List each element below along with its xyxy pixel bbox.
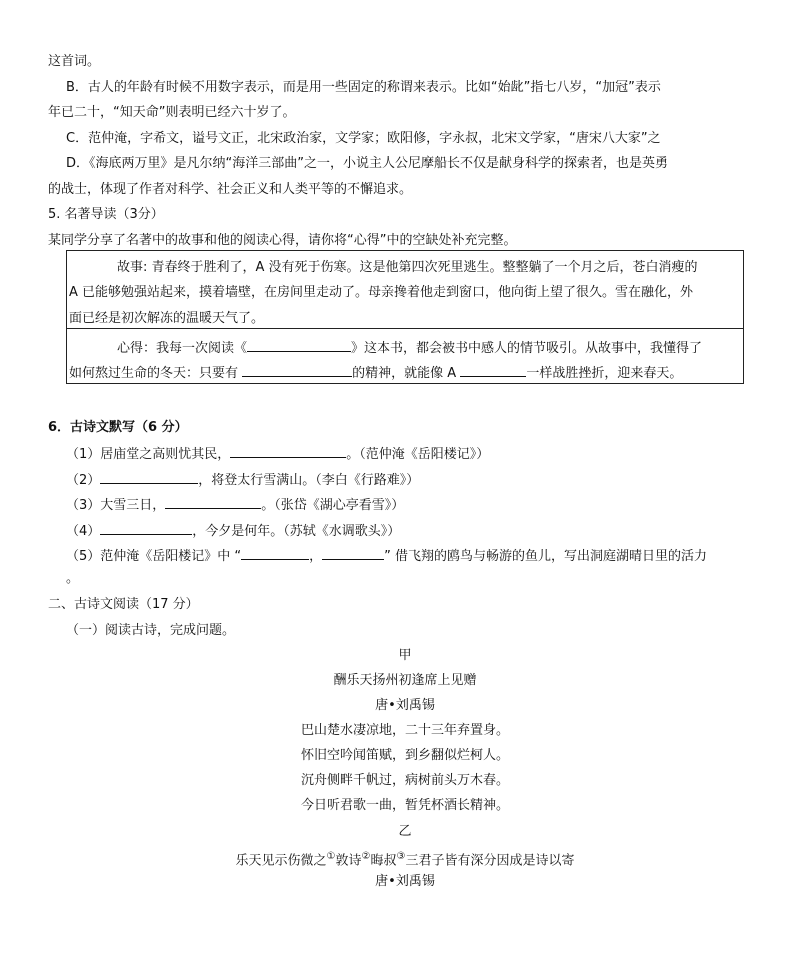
poem-1-line1: 巴山楚水凄凉地，二十三年弃置身。 [300,723,509,738]
title-text: 晦叔 [370,853,397,869]
item-text: 。（范仲淹《岳阳楼记》） [346,447,490,462]
question-5-intro: 某同学分享了名著中的故事和他的阅读心得，请你将“心得”中的空缺处补充完整。 [48,233,517,248]
item-text: （4） [66,524,101,539]
option-c-line1: C．范仲淹，字希文，谥号文正，北宋政治家，文学家；欧阳修，字永叔，北宋文学家，“唐宋八大家”之 [66,131,661,146]
item-text: ” 借飞翔的鸥鸟与畅游的鱼儿，写出洞庭湖晴日里的活力 [384,549,708,564]
reading-note-box [66,250,744,384]
item-text: ， [309,549,323,564]
poem-2-title [0,848,793,870]
item-text: （2） [66,473,101,488]
title-text: 敦诗 [335,853,362,869]
poem-1-line2: 怀旧空吟闻笛赋，到乡翻似烂柯人。 [300,748,509,763]
question-6-item-1 [66,444,489,464]
answer-blank[interactable] [242,363,352,377]
poem-1-line3: 沉舟侧畔千帆过，病树前头万木春。 [300,773,509,788]
option-d-line1: D．《海底两万里》是凡尔纳“海洋三部曲”之一，小说主人公尼摩船长不仅是献身科学的探索者，也是英勇 [66,156,668,171]
section-2-subtitle: （一）阅读古诗，完成问题。 [66,623,236,638]
section-2-title: 二、古诗文阅读（17 分） [48,597,199,612]
item-text: （3）大雪三日， [66,498,166,513]
footnote-marker: ② [361,851,371,862]
poem-2-author: 唐•刘禹锡 [375,874,435,889]
story-cell [67,251,743,328]
question-6-item-4 [66,521,400,541]
note-text: 一样战胜挫折，迎来春天。 [526,366,683,381]
note-cell [67,328,743,384]
story-line2: A 已能够勉强站起来，摸着墙壁，在房间里走动了。母亲搀着他走到窗口，他向街上望了很久。雪在融化，外 [69,285,694,300]
answer-blank[interactable] [230,444,346,458]
poem-1-title: 酬乐天扬州初逢席上见赠 [333,673,477,688]
question-6-item-3 [66,495,404,515]
item-text: 。（张岱《湖心亭看雪》） [261,498,405,513]
story-line1: 故事: 青春终于胜利了，A 没有死于伤寒。这是他第四次死里逃生。整整躺了一个月之后，苍白消瘦的 [117,260,698,275]
answer-blank[interactable] [100,470,198,484]
answer-blank[interactable] [241,546,309,560]
option-b-line1: B．古人的年龄有时候不用数字表示，而是用一些固定的称谓来表示。比如“始龀”指七八岁，“加冠”表示 [66,80,661,95]
item-text: （1）居庙堂之高则忧其民， [66,447,231,462]
option-d-line2: 的战士，体现了作者对科学、社会正义和人类平等的不懈追求。 [48,182,413,197]
item-text: （5）范仲淹《岳阳楼记》中 “ [66,549,242,564]
note-text: 心得：我每一次阅读《 [117,341,248,356]
title-text: 三君子皆有深分因成是诗以寄 [405,853,575,869]
answer-blank[interactable] [322,546,384,560]
note-text: 》这本书，都会被书中感人的情节吸引。从故事中，我懂得了 [351,341,703,356]
poem-label-yi: 乙 [398,824,412,839]
title-text: 乐天见示伤微之 [235,853,327,869]
answer-blank[interactable] [247,338,351,352]
question-5-title: 5. 名著导读（3分） [48,207,164,222]
note-line2 [69,363,682,383]
question-6-title: 6．古诗文默写（6 分） [48,420,188,435]
story-line3: 面已经是初次解冻的温暖天气了。 [69,311,265,326]
footnote-marker: ① [326,851,336,862]
question-6-item-5-end: 。 [66,571,80,586]
footnote-marker: ③ [396,851,406,862]
question-6-item-2 [66,470,419,490]
note-line1 [117,338,702,358]
poem-1-author: 唐•刘禹锡 [375,698,435,713]
note-text: 如何熬过生命的冬天：只要有 [69,366,243,381]
note-text: 的精神，就能像 A [352,366,461,381]
option-b-line2: 年已二十，“知天命”则表明已经六十岁了。 [48,105,296,120]
item-text: ，今夕是何年。（苏轼《水调歌头》） [192,524,401,539]
answer-blank[interactable] [460,363,526,377]
item-text: ，将登太行雪满山。（李白《行路难》） [198,473,420,488]
poem-1-line4: 今日听君歌一曲，暂凭杯酒长精神。 [300,798,509,813]
question-6-item-5 [66,546,707,566]
text-line: 这首词。 [48,54,101,69]
answer-blank[interactable] [165,495,261,509]
answer-blank[interactable] [100,521,192,535]
poem-label-jia: 甲 [398,648,412,663]
